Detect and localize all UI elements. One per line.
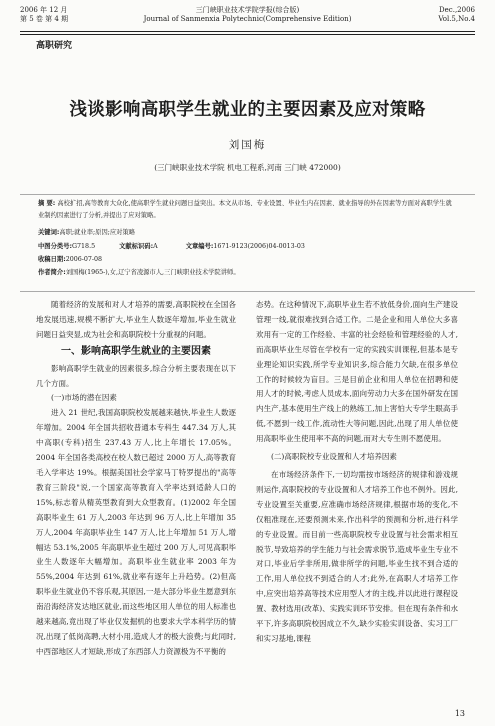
right-column [256,298,458,647]
journal-name-en: Journal of Sanmenxia Polytechnic(Comprehensive Edition) [143,15,352,23]
header-volume-en: Vol.5,No.4 [438,15,475,23]
left-column [36,298,236,660]
received-label: 收稿日期: [38,256,66,263]
continued-paragraph: 态势。在这种情况下,高职毕业生若不放低身价,面向生产建设管理一线,就很难找到合适工作。二是企业和用人单位大多喜欢用有一定的工作经验、丰富的社会经验和管理经验的人才,而高职毕业生尽管在学校有一定的实践实训课程,但基本是专业理论知识实践,所学专业知识多,综合能力欠缺,在很多单位工作的时候较为盲目。三是目前企业和用人单位在招聘和使用人才的时候,考虑人员成本,面向劳动力大多在国外研发在国内生产,基本使用生产线上的熟练工,加上害怕大专学生眼高手低,不愿到一线工作,流动性大等问题,因此,出现了用人单位使用高职毕业生使用率不高的问题,而对大专生则不愿使用。 [256,300,458,444]
classification-line [38,241,305,250]
clc-value: G718.5 [72,243,96,250]
factors-intro-paragraph: 影响高职学生就业的因素很多,综合分析主要表现在以下几个方面。 [36,363,236,388]
keywords: 高职;就业率;原因;应对策略 [59,229,136,236]
heading-main-factors: 一、影响高职学生就业的主要因素 [61,345,211,357]
header-volume: 第 5 卷 第 4 期 [20,15,69,23]
market-paragraph: 进入 21 世纪,我国高职院校发展越来越快,毕业生人数逐年增加。2004 年全国共招收普通本专科生 447.34 万人,其中高职(专科)招生 237.43 万人,比上年增长 17.05%。2004 年全国各类高校在校人数已超过 2000 万人,高等教育毛入学率达 19%。根据美国社会学家马丁特罗提出的"高等教育三阶段"说,一个国家高等教育入学率达到适龄人口的 15%,标志着从精英型教育到大众型教育。(1)2002 年全国高职毕业生 61 万人,2003 年达到 96 万人,比上年增加 35 万人,2004 年高职毕业生 147 万人,比上年增加 51 万人,增幅达 53.1%,2005 年高职毕业生超过 200 万人,可见高职毕业生人数逐年大幅增加。高职毕业生就业率 2003 年为 55%,2004 年达到 61%,就业率有逐年上升趋势。(2)但高职毕业生就业仍不容乐观,其原因,一是大部分毕业生愿意到东南沿海经济发达地区就业,而这些地区用人单位的用人标准也越来越高,竟出现了毕业仅发掘机的也要求大学本科学历的情况,出现了低岗高聘,大材小用,造成人才的极大浪费;与此同时,中西部地区人才短缺,形成了东西部人力资源极为不平衡的 [36,408,236,656]
clc-label: 中图分类号: [38,243,73,250]
doc-code-value: A [153,243,158,250]
author-affiliation: (三门峡职业技术学院 机电工程系,河南 三门峡 472000) [154,163,341,172]
article-number-label: 文章编号: [185,243,214,250]
abstract-text: 高校扩招,高等教育大众化,使高职学生就业问题日益突出。本文从市场、专业设置、毕业生内在因素、就业指导的外在因素等方面对高职学生就业制约因素进行了分析,并提出了应对策略。 [38,200,452,219]
bio-text: 刘国梅(1965-),女,辽宁省凌源市人,三门峡职业技术学院讲师。 [65,269,240,276]
intro-paragraph: 随着经济的发展和对人才培养的需要,高职院校在全国各地发展迅速,规模不断扩大,毕业生人数逐年增加,毕业生就业问题日益突显,成为社会和高职院校十分重视的问题。 [36,300,236,339]
section-label: 高职研究 [36,41,73,51]
author-name: 刘国梅 [228,139,267,151]
author-bio-line [38,267,240,276]
page-number: 13 [454,709,465,718]
bio-label: 作者简介: [38,269,66,276]
header-right [438,6,475,24]
specialty-paragraph: 在市场经济条件下,一切均需按市场经济的规律和游戏规则运作,高职院校的专业设置和人才培养工作也不例外。因此,专业设置至关重要,应准确市场经济规律,根据市场的变化,不仅粗准现在,还要预测未来,作出科学的预测和分析,进行科学的专业设置。而目前一些高职院校专业设置与社会需求相互脱节,导致培养的学生能力与社会需求脱节,造成毕业生专业不对口,毕业后学非所用,做非所学的问题,毕业生找不到合适的工作,用人单位找不到适合的人才;此外,在高职人才培养工作中,应突出培养高等技术应用型人才的主线,并以此进行课程设置、教材选用(改革)、实践实训环节安排。但在现有条件和水平下,许多高职院校因成立不久,缺少实验实训设备、实习工厂和实习基地,课程 [256,469,458,643]
received-date: 2006-07-08 [65,256,103,263]
keywords-label: 关键词: [38,229,60,236]
abstract-label: 摘 要: [38,200,56,207]
heading-specialty-factors: (二)高职院校专业设置和人才培养因素 [271,452,397,462]
header-date-en: Dec.,2006 [439,6,475,14]
doc-code-label: 文献标识码: [119,243,154,250]
abstract [38,198,455,222]
journal-name-cn: 三门峡职业技术学院学报(综合版) [195,6,300,14]
running-header [20,6,475,30]
article-number-value: 1671-9123(2006)04-0013-03 [213,243,305,250]
header-center [20,6,475,24]
keywords-line [38,227,135,236]
header-rule-thin [20,34,475,35]
header-rule-thick [20,31,475,32]
article-title: 浅谈影响高职学生就业的主要因素及应对策略 [69,100,426,120]
header-date: 2006 年 12 月 [20,6,68,14]
received-line [38,254,102,263]
heading-market-factors: (一)市场的潜在因素 [51,393,117,403]
